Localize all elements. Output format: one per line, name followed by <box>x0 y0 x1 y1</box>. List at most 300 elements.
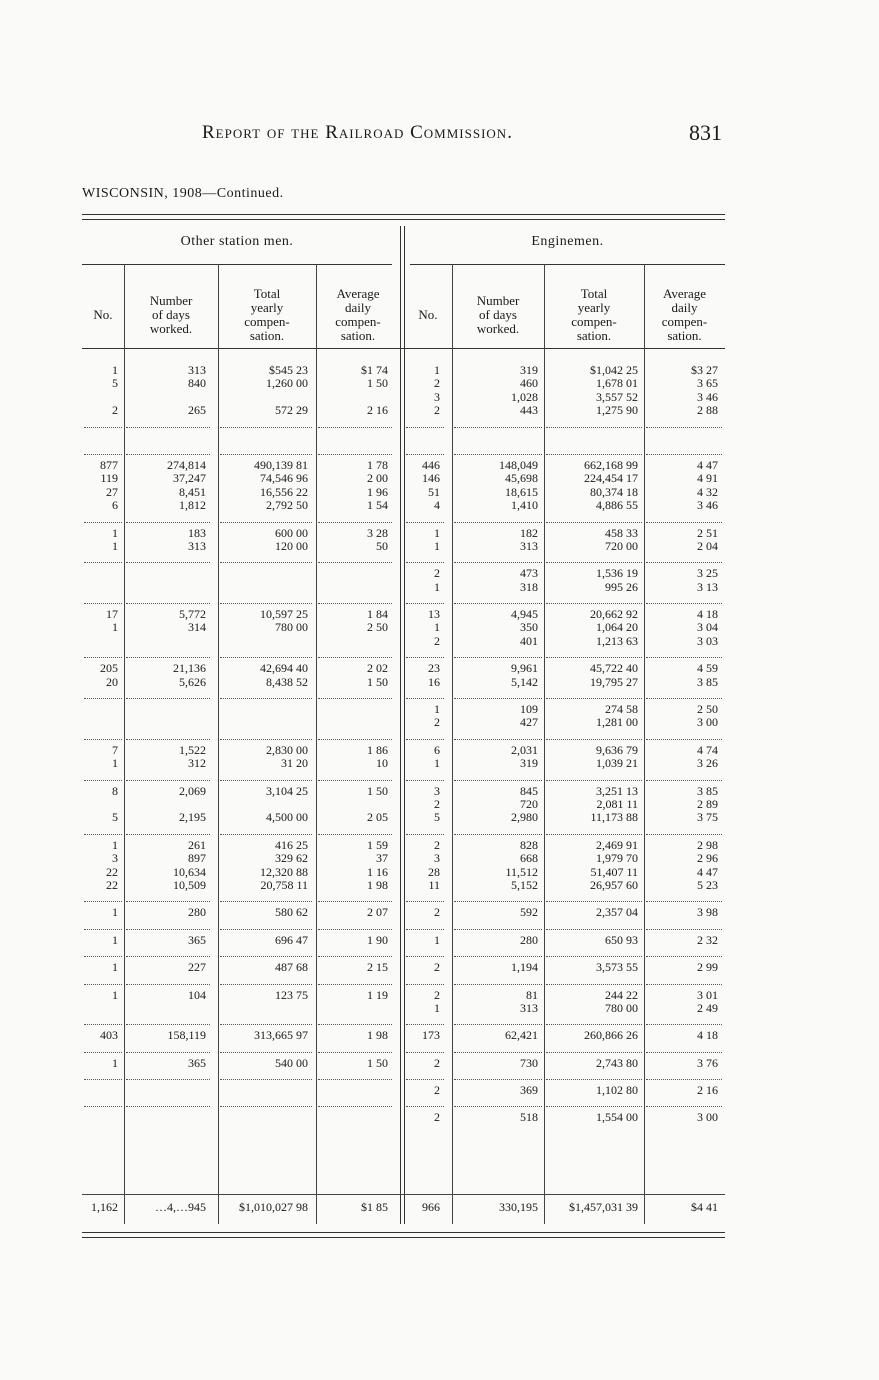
dot-leader <box>454 603 542 604</box>
table-row <box>82 906 725 919</box>
table-row <box>82 540 725 553</box>
cell-total-enginemen: 45,722 40 <box>590 661 638 676</box>
cell-no-enginemen: 2 <box>434 376 440 391</box>
cell-days: 265 <box>188 403 206 418</box>
dot-leader <box>318 901 392 902</box>
cell-days: 8,451 <box>179 484 206 499</box>
cell-total-enginemen: 1,536 19 <box>596 566 638 581</box>
dotted-separator <box>82 825 725 839</box>
table-row <box>82 486 725 499</box>
dot-leader <box>546 1024 642 1025</box>
dot-leader <box>454 562 542 563</box>
cell-no-enginemen: 2 <box>434 715 440 730</box>
table-row <box>82 757 725 770</box>
cell-days-enginemen: 427 <box>520 715 538 730</box>
cell-no: 7 <box>112 742 118 757</box>
dot-leader <box>126 739 210 740</box>
table-row <box>82 499 725 512</box>
cell-no: 3 <box>112 851 118 866</box>
cell-no-enginemen: 2 <box>434 633 440 648</box>
table-row <box>82 1111 725 1124</box>
dot-leader <box>318 1052 392 1053</box>
cell-days-enginemen: 280 <box>520 932 538 947</box>
cell-total-enginemen: 2,081 11 <box>596 796 638 811</box>
cell-avg: 37 <box>376 851 388 866</box>
cell-no-enginemen: 6 <box>434 742 440 757</box>
dot-leader <box>646 522 722 523</box>
dot-leader <box>126 454 210 455</box>
dot-leader <box>454 739 542 740</box>
dot-leader <box>318 522 392 523</box>
total-no-enginemen: 966 <box>422 1200 440 1214</box>
total-compensation: $1,010,027 98 <box>239 1200 308 1214</box>
cell-total: 16,556 22 <box>260 484 308 499</box>
dot-leader <box>406 603 444 604</box>
dot-leader <box>220 1106 312 1107</box>
cell-no-enginemen: 16 <box>428 674 440 689</box>
cell-no: 5 <box>112 810 118 825</box>
cell-days: 312 <box>188 756 206 771</box>
dot-leader <box>318 739 392 740</box>
cell-avg: 1 50 <box>367 674 388 689</box>
table-row <box>82 472 725 485</box>
dot-leader <box>454 780 542 781</box>
dot-leader <box>84 834 122 835</box>
cell-no: 1 <box>112 837 118 852</box>
dot-leader <box>84 454 122 455</box>
cell-total-enginemen: 11,173 88 <box>590 810 638 825</box>
dot-leader <box>646 1052 722 1053</box>
cell-avg: 1 19 <box>367 987 388 1002</box>
cell-no: 1 <box>112 987 118 1002</box>
cell-no-enginemen: 2 <box>434 566 440 581</box>
dot-leader <box>646 1106 722 1107</box>
cell-days: 5,626 <box>179 674 206 689</box>
table-row <box>82 1029 725 1042</box>
cell-total: $545 23 <box>269 363 308 377</box>
dot-leader <box>220 698 312 699</box>
dotted-separator <box>82 648 725 662</box>
cell-no-enginemen: 1 <box>434 525 440 540</box>
dot-leader <box>318 780 392 781</box>
cell-avg: 1 98 <box>367 1028 388 1043</box>
dot-leader <box>646 603 722 604</box>
cell-no: 1 <box>112 363 118 377</box>
dotted-separator <box>82 689 725 703</box>
col-header-total: Total yearly compen- sation. <box>244 286 290 343</box>
total-days-enginemen: 330,195 <box>499 1200 538 1214</box>
cell-avg: 2 50 <box>367 620 388 635</box>
cell-days-enginemen: 319 <box>520 756 538 771</box>
dot-leader <box>318 1079 392 1080</box>
cell-avg: 1 50 <box>367 1055 388 1070</box>
dot-leader <box>454 901 542 902</box>
dot-leader <box>126 929 210 930</box>
total-no: 1,162 <box>91 1200 118 1214</box>
dot-leader <box>546 522 642 523</box>
table-row <box>82 404 725 417</box>
cell-no-enginemen: 1 <box>434 702 440 717</box>
dot-leader <box>546 1079 642 1080</box>
cell-days: 158,119 <box>167 1028 206 1043</box>
table-row <box>82 1057 725 1070</box>
dot-leader <box>318 698 392 699</box>
cell-no: 1 <box>112 525 118 540</box>
cell-avg: 1 50 <box>367 376 388 391</box>
cell-avg-enginemen: 3 04 <box>697 620 718 635</box>
table-row <box>82 662 725 675</box>
cell-days-enginemen: 845 <box>520 783 538 798</box>
dot-leader <box>454 834 542 835</box>
bottom-rule-1 <box>82 1232 725 1233</box>
cell-total: 120 00 <box>275 538 308 553</box>
dot-leader <box>126 562 210 563</box>
cell-total: 42,694 40 <box>260 661 308 676</box>
cell-avg-enginemen: 3 85 <box>697 674 718 689</box>
cell-avg: 2 05 <box>367 810 388 825</box>
dot-leader <box>454 1052 542 1053</box>
cell-total-enginemen: 662,168 99 <box>584 457 638 472</box>
cell-total-enginemen: 1,281 00 <box>596 715 638 730</box>
page-header <box>202 122 722 152</box>
cell-no-enginemen: 2 <box>434 905 440 920</box>
cell-no: 1 <box>112 620 118 635</box>
table-row <box>82 811 725 824</box>
table-row <box>82 377 725 390</box>
dot-leader <box>406 834 444 835</box>
dot-leader <box>220 739 312 740</box>
cell-days: 227 <box>188 960 206 975</box>
cell-total-enginemen: 720 00 <box>605 538 638 553</box>
cell-total-enginemen: 1,039 21 <box>596 756 638 771</box>
dot-leader <box>84 1079 122 1080</box>
dot-leader <box>646 698 722 699</box>
cell-total: 1,260 00 <box>266 376 308 391</box>
cell-days-enginemen: 2,031 <box>511 742 538 757</box>
cell-avg-enginemen: 4 47 <box>697 864 718 879</box>
dot-leader <box>318 956 392 957</box>
cell-days-enginemen: 319 <box>520 363 538 377</box>
table-row <box>82 934 725 947</box>
cell-avg: 1 90 <box>367 932 388 947</box>
dot-leader <box>220 454 312 455</box>
cell-total: 487 68 <box>275 960 308 975</box>
dot-leader <box>646 739 722 740</box>
col-header-average-enginemen: Average daily compen- sation. <box>661 286 708 343</box>
cell-no: 5 <box>112 376 118 391</box>
dot-leader <box>646 657 722 658</box>
cell-days: 313 <box>188 538 206 553</box>
cell-days: 313 <box>188 363 206 377</box>
cell-total: 8,438 52 <box>266 674 308 689</box>
cell-avg-enginemen: 4 18 <box>697 607 718 622</box>
cell-total-enginemen: 260,866 26 <box>584 1028 638 1043</box>
cell-days-enginemen: 828 <box>520 837 538 852</box>
cell-no-enginemen: 3 <box>434 389 440 404</box>
cell-total: 490,139 81 <box>254 457 308 472</box>
cell-days-enginemen: 9,961 <box>511 661 538 676</box>
dot-leader <box>126 1079 210 1080</box>
dot-leader <box>646 834 722 835</box>
cell-avg-enginemen: $3 27 <box>691 363 718 377</box>
dot-leader <box>318 562 392 563</box>
cell-no: 8 <box>112 783 118 798</box>
dot-leader <box>646 454 722 455</box>
cell-total-enginemen: 995 26 <box>605 579 638 594</box>
report-title: Report of the Railroad Commission. <box>202 122 513 143</box>
cell-days: 1,812 <box>179 498 206 513</box>
table-row <box>82 567 725 580</box>
cell-days-enginemen: 5,152 <box>511 877 538 892</box>
dot-leader <box>546 834 642 835</box>
cell-avg: $1 74 <box>361 363 388 377</box>
table-row <box>82 432 725 445</box>
dot-leader <box>406 657 444 658</box>
wage-table <box>82 226 725 1224</box>
dot-leader <box>220 522 312 523</box>
cell-total-enginemen: 19,795 27 <box>590 674 638 689</box>
cell-total: 540 00 <box>275 1055 308 1070</box>
table-row <box>82 866 725 879</box>
table-row <box>82 703 725 716</box>
dot-leader <box>646 929 722 930</box>
cell-avg: 2 00 <box>367 471 388 486</box>
cell-total-enginemen: 20,662 92 <box>590 607 638 622</box>
dot-leader <box>84 1052 122 1053</box>
cell-avg-enginemen: 2 32 <box>697 932 718 947</box>
cell-total-enginemen: 3,251 13 <box>596 783 638 798</box>
dot-leader <box>220 1024 312 1025</box>
cell-no: 27 <box>106 484 118 499</box>
cell-total: 74,546 96 <box>260 471 308 486</box>
dot-leader <box>84 427 122 428</box>
col-header-average: Average daily compen- sation. <box>335 286 381 343</box>
cell-no-enginemen: 446 <box>422 457 440 472</box>
cell-avg-enginemen: 2 50 <box>697 702 718 717</box>
cell-total-enginemen: 1,275 90 <box>596 403 638 418</box>
dot-leader <box>318 929 392 930</box>
dot-leader <box>546 427 642 428</box>
dot-leader <box>126 1106 210 1107</box>
cell-no-enginemen: 51 <box>428 484 440 499</box>
dot-leader <box>454 454 542 455</box>
cell-days-enginemen: 62,421 <box>505 1028 538 1043</box>
dot-leader <box>84 562 122 563</box>
table-row <box>82 879 725 892</box>
cell-avg: 1 59 <box>367 837 388 852</box>
dot-leader <box>318 1106 392 1107</box>
cell-no: 877 <box>100 457 118 472</box>
dot-leader <box>318 984 392 985</box>
cell-days: 261 <box>188 837 206 852</box>
dot-leader <box>84 1106 122 1107</box>
cell-days-enginemen: 350 <box>520 620 538 635</box>
top-rule-2 <box>82 219 725 220</box>
dotted-separator <box>82 975 725 989</box>
cell-no: 205 <box>100 661 118 676</box>
cell-days: 10,509 <box>173 877 206 892</box>
cell-total: 780 00 <box>275 620 308 635</box>
cell-no-enginemen: 2 <box>434 837 440 852</box>
cell-days: 897 <box>188 851 206 866</box>
dot-leader <box>84 984 122 985</box>
cell-avg-enginemen: 2 04 <box>697 538 718 553</box>
dot-leader <box>84 657 122 658</box>
dot-leader <box>84 698 122 699</box>
cell-days: 10,634 <box>173 864 206 879</box>
dotted-separator <box>82 1015 725 1029</box>
cell-avg-enginemen: 2 88 <box>697 403 718 418</box>
cell-no: 22 <box>106 877 118 892</box>
dot-leader <box>126 901 210 902</box>
cell-days-enginemen: 45,698 <box>505 471 538 486</box>
cell-no: 1 <box>112 756 118 771</box>
dot-leader <box>454 657 542 658</box>
group-rule-left <box>82 264 392 265</box>
cell-avg-enginemen: 3 46 <box>697 498 718 513</box>
dot-leader <box>406 739 444 740</box>
cell-days-enginemen: 81 <box>526 987 538 1002</box>
dot-leader <box>546 780 642 781</box>
cell-no-enginemen: 4 <box>434 498 440 513</box>
table-row <box>82 527 725 540</box>
cell-days-enginemen: 473 <box>520 566 538 581</box>
cell-total-enginemen: 274 58 <box>605 702 638 717</box>
cell-days-enginemen: 443 <box>520 403 538 418</box>
cell-total: 2,830 00 <box>266 742 308 757</box>
cell-total: 572 29 <box>275 403 308 418</box>
table-row <box>82 676 725 689</box>
table-row <box>82 581 725 594</box>
dot-leader <box>546 603 642 604</box>
cell-no: 17 <box>106 607 118 622</box>
dot-leader <box>406 956 444 957</box>
cell-no: 2 <box>112 403 118 418</box>
dot-leader <box>84 901 122 902</box>
dot-leader <box>546 739 642 740</box>
dot-leader <box>406 901 444 902</box>
dot-leader <box>546 1052 642 1053</box>
dot-leader <box>406 1052 444 1053</box>
cell-days-enginemen: 182 <box>520 525 538 540</box>
cell-avg-enginemen: 3 03 <box>697 633 718 648</box>
total-average: $1 85 <box>361 1200 388 1214</box>
cell-days: 183 <box>188 525 206 540</box>
cell-total-enginemen: 1,213 63 <box>596 633 638 648</box>
cell-total: 2,792 50 <box>266 498 308 513</box>
cell-no-enginemen: 5 <box>434 810 440 825</box>
dot-leader <box>454 929 542 930</box>
cell-days-enginemen: 313 <box>520 538 538 553</box>
cell-no-enginemen: 2 <box>434 1083 440 1098</box>
cell-avg-enginemen: 4 59 <box>697 661 718 676</box>
dot-leader <box>406 1079 444 1080</box>
dot-leader <box>126 603 210 604</box>
dot-leader <box>126 956 210 957</box>
cell-total: 10,597 25 <box>260 607 308 622</box>
cell-days-enginemen: 1,410 <box>511 498 538 513</box>
cell-days: 280 <box>188 905 206 920</box>
table-row <box>82 1002 725 1015</box>
cell-total: 600 00 <box>275 525 308 540</box>
dot-leader <box>454 1079 542 1080</box>
cell-days: 840 <box>188 376 206 391</box>
top-rule-1 <box>82 214 725 215</box>
cell-days: 1,522 <box>179 742 206 757</box>
cell-total: 12,320 88 <box>260 864 308 879</box>
dot-leader <box>126 1024 210 1025</box>
cell-avg-enginemen: 2 16 <box>697 1083 718 1098</box>
dot-leader <box>220 427 312 428</box>
cell-avg: 1 96 <box>367 484 388 499</box>
dotted-separator <box>82 1070 725 1084</box>
table-row <box>82 989 725 1002</box>
dotted-separator <box>82 771 725 785</box>
total-average-enginemen: $4 41 <box>691 1200 718 1214</box>
cell-avg-enginemen: 3 00 <box>697 1110 718 1125</box>
cell-days: 5,772 <box>179 607 206 622</box>
cell-total: 20,758 11 <box>260 877 308 892</box>
cell-days-enginemen: 5,142 <box>511 674 538 689</box>
cell-avg: 50 <box>376 538 388 553</box>
dot-leader <box>318 834 392 835</box>
dot-leader <box>406 522 444 523</box>
cell-days-enginemen: 1,194 <box>511 960 538 975</box>
dot-leader <box>220 984 312 985</box>
cell-no: 1 <box>112 1055 118 1070</box>
dot-leader <box>220 956 312 957</box>
dot-leader <box>126 698 210 699</box>
group-header-enginemen: Enginemen. <box>531 234 604 249</box>
dotted-separator <box>82 513 725 527</box>
dot-leader <box>546 698 642 699</box>
dot-leader <box>406 454 444 455</box>
cell-total-enginemen: 224,454 17 <box>584 471 638 486</box>
cell-no-enginemen: 2 <box>434 1110 440 1125</box>
cell-avg-enginemen: 4 18 <box>697 1028 718 1043</box>
cell-total-enginemen: 3,573 55 <box>596 960 638 975</box>
cell-no: 403 <box>100 1028 118 1043</box>
cell-avg-enginemen: 5 23 <box>697 877 718 892</box>
table-row <box>82 785 725 798</box>
table-row <box>82 716 725 729</box>
dotted-separator <box>82 418 725 432</box>
group-rule-right <box>410 264 725 265</box>
dotted-separator <box>82 1043 725 1057</box>
cell-avg-enginemen: 3 65 <box>697 376 718 391</box>
cell-no-enginemen: 2 <box>434 960 440 975</box>
dot-leader <box>126 780 210 781</box>
cell-no: 1 <box>112 905 118 920</box>
dot-leader <box>546 1106 642 1107</box>
cell-avg: 1 86 <box>367 742 388 757</box>
dot-leader <box>318 657 392 658</box>
cell-days-enginemen: 592 <box>520 905 538 920</box>
totals-row <box>82 1194 725 1217</box>
cell-avg-enginemen: 2 51 <box>697 525 718 540</box>
cell-no: 22 <box>106 864 118 879</box>
dot-leader <box>546 901 642 902</box>
cell-no-enginemen: 3 <box>434 851 440 866</box>
dot-leader <box>318 427 392 428</box>
dot-leader <box>84 739 122 740</box>
cell-no: 1 <box>112 932 118 947</box>
cell-avg: 2 07 <box>367 905 388 920</box>
dot-leader <box>546 984 642 985</box>
table-row <box>82 798 725 811</box>
dot-leader <box>220 562 312 563</box>
cell-total-enginemen: 244 22 <box>605 987 638 1002</box>
